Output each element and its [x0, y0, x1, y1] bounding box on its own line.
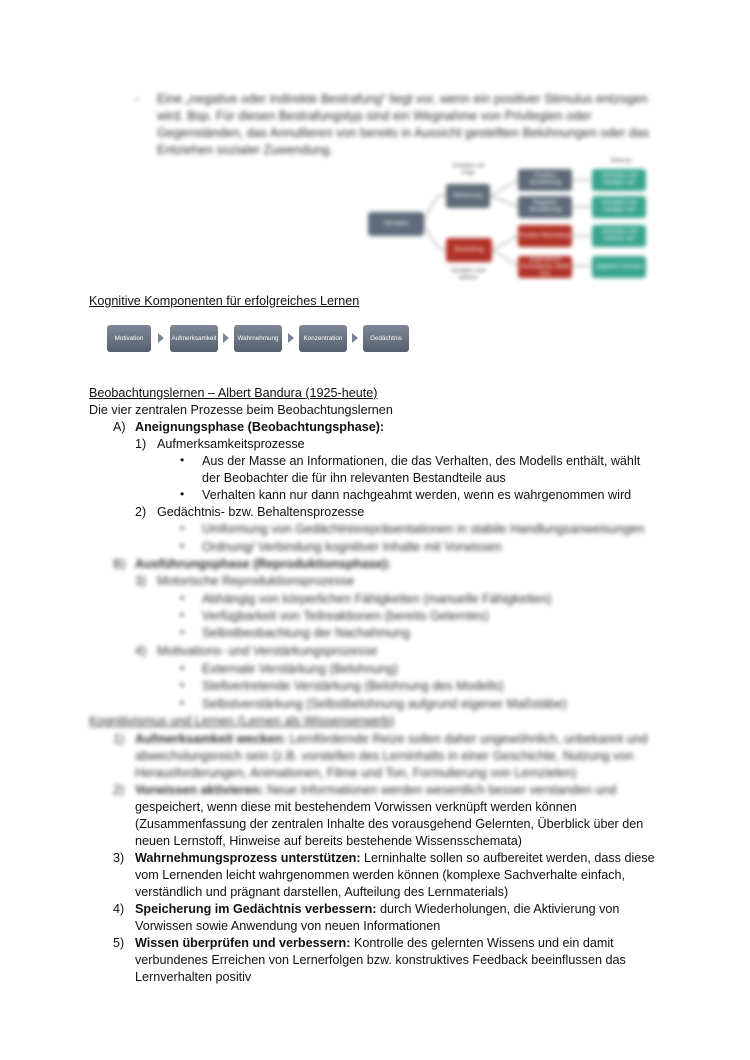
bandura-intro: Die vier zentralen Prozesse beim Beobachtungslernen	[89, 403, 393, 417]
chain-step: Motivation	[107, 325, 151, 352]
cognitive-heading: Kognitive Komponenten für erfolgreiches Lernen	[89, 294, 360, 308]
dash-bullet: -	[135, 92, 140, 106]
chain-step: Wahrnehmung	[234, 325, 282, 352]
item-line: verbundenes Erreichen von Lernerfolgen bzw. konstruktives Feedback beeinflussen das	[135, 953, 626, 967]
arrow-right-icon	[223, 333, 229, 343]
diagram-box: Verhalten tritt seltener auf	[592, 225, 646, 247]
diagram-reward-box: Belohnung	[446, 184, 490, 208]
item-line: Herausforderungen, Animationen, Filme und Ton, Formulierung von Lernzielen)	[135, 766, 577, 780]
list-marker: 1)	[113, 732, 125, 746]
chain-step: Aufmerksamkeit	[170, 325, 218, 352]
bullet-icon: •	[180, 625, 185, 639]
process-title: Gedächtnis- bzw. Behaltensprozesse	[157, 505, 365, 519]
bullet-text: Ordnung/ Verbindung kognitiver Inhalte mit Vorwissen	[202, 540, 502, 554]
diagram-box: Verhalten tritt häufiger auf	[592, 169, 646, 191]
list-marker: A)	[113, 420, 126, 434]
bullet-icon: •	[180, 591, 185, 605]
bullet-text: Verfügbarkeit von Teilreaktionen (bereits Gelerntes)	[202, 609, 489, 623]
label-line: Verhalten wird	[450, 268, 486, 274]
item-line: (Zusammenfassung der zentralen Inhalte des vorausgehend Gelernten, Überblick über den	[135, 817, 644, 831]
item-text: durch Wiederholungen, die Aktivierung von	[379, 902, 620, 916]
paragraph-line: wird. Bsp. Für diesen Bestrafungstyp sind ein Wegnahme von Privilegien oder	[157, 109, 592, 123]
list-marker: 4)	[135, 644, 147, 658]
diagram-top-label	[443, 163, 493, 177]
item-text: Neue Informationen werden wesentlich besser verstanden und	[267, 783, 617, 797]
bullet-text: Aus der Masse an Informationen, die das Verhalten, des Modells enthält, wählt	[202, 454, 641, 468]
bullet-text: Externale Verstärkung (Belohnung)	[202, 662, 399, 676]
bullet-text: Selbstverstärkung (Selbstbelohnung aufgrund eigener Maßstäbe)	[202, 697, 567, 711]
item-bold: Wahrnehmungsprozess unterstützen:	[135, 851, 361, 865]
chain-step: Gedächtnis	[363, 325, 409, 352]
list-marker: 2)	[113, 783, 125, 797]
diagram-root-box: Verhalten	[368, 212, 424, 236]
item-bold: Aufmerksamkeit wecken:	[135, 732, 287, 746]
paragraph-line: Gegenständen, das Annullieren von bereits in Aussicht gestellten Belohnungen oder das	[157, 126, 650, 140]
arrow-right-icon	[288, 333, 294, 343]
list-marker: B)	[113, 557, 126, 571]
label-line: Verhalten mit	[451, 163, 485, 169]
paragraph-line: Eine „negative oder indirekte Bestrafung“ liegt vor, wenn ein positiver Stimulus entzogen	[157, 92, 648, 106]
item-line	[135, 850, 660, 867]
bullet-icon: •	[180, 453, 185, 467]
item-line: vom Lernenden leicht wahrgenommen werden können (komplexe Sachverhalte einfach,	[135, 868, 626, 882]
item-bold: Wissen überprüfen und verbessern:	[135, 936, 351, 950]
bullet-text: Abhängig von körperlichen Fähigkeiten (manuelle Fähigkeiten)	[202, 592, 552, 606]
list-marker: 3)	[135, 574, 147, 588]
item-line: Vorwissen sowie Anwendung von neuen Informationen	[135, 919, 441, 933]
list-marker: 3)	[113, 851, 125, 865]
item-bold: Vorwissen aktivieren:	[135, 783, 264, 797]
bandura-heading: Beobachtungslernen – Albert Bandura (1925-heute)	[89, 386, 378, 400]
item-line: neuen Lernstoff, Hinweise auf bereits bestehende Wissensschemata)	[135, 834, 522, 848]
item-bold: Speicherung im Gedächtnis verbessern:	[135, 902, 377, 916]
process-title: Motorische Reproduktionsprozesse	[157, 574, 355, 588]
bullet-icon: •	[180, 487, 185, 501]
label-line: seltener	[458, 275, 478, 281]
diagram-box: Verhalten tritt häufiger auf	[592, 196, 646, 218]
phase-title: Aneignungsphase (Beobachtungsphase):	[135, 420, 385, 434]
diagram-box: angenehme Konsequenz bleibt aus	[518, 256, 572, 278]
bullet-icon: •	[180, 678, 185, 692]
process-title: Motivations- und Verstärkungsprozesse	[157, 644, 378, 658]
bullet-icon: •	[180, 661, 185, 675]
item-line	[135, 731, 660, 748]
arrow-right-icon	[158, 333, 164, 343]
chain-step: Konzentration	[299, 325, 347, 352]
item-line	[135, 901, 660, 918]
paragraph-line: Entziehen sozialer Zuwendung.	[157, 143, 333, 157]
list-marker: 4)	[113, 902, 125, 916]
bullet-text: Stellvertretende Verstärkung (Belohnung des Modells)	[202, 679, 504, 693]
item-line: verständlich und prägnant darstellen, Aufteilung des Lernmaterials)	[135, 885, 509, 899]
bullet-text: Selbstbeobachtung der Nachahmung	[202, 626, 410, 640]
item-text: Kontrolle des gelernten Wissens und ein damit	[353, 936, 614, 950]
bullet-icon: •	[180, 539, 185, 553]
bullet-text: Verhalten kann nur dann nachgeahmt werden, wenn es wahrgenommen wird	[202, 488, 632, 502]
bullet-icon: •	[180, 521, 185, 535]
diagram-right-label: Wirkung	[610, 158, 632, 164]
item-line: gespeichert, wenn diese mit bestehendem Vorwissen verknüpft werden können	[135, 800, 577, 814]
diagram-box: Positive Bestrafung	[518, 225, 572, 247]
diagram-connectors	[0, 0, 750, 300]
bullet-icon: •	[180, 608, 185, 622]
list-marker: 2)	[135, 505, 147, 519]
diagram-box: abgeben müssen	[592, 256, 646, 278]
item-line: abwechslungsreich sein (z.B. vorstellen des Lerninhalts in einer Geschichte, Nutzung von	[135, 749, 634, 763]
diagram-box: Positive Verstärkung	[518, 169, 572, 191]
phase-title: Ausführungsphase (Reproduktionsphase):	[135, 557, 392, 571]
kognitivismus-heading: Kognitivismus und Lernen (Lernen als Wissenserwerb)	[89, 714, 395, 728]
arrow-right-icon	[352, 333, 358, 343]
item-text: Lernfördernde Reize sollen daher ungewöhnlich, unbekannt und	[289, 732, 648, 746]
diagram-punishment-box: Bestrafung	[446, 238, 492, 262]
item-text: Lerninhalte sollen so aufbereitet werden, dass diese	[364, 851, 655, 865]
item-line: Lernverhalten positiv	[135, 970, 252, 984]
list-marker: 5)	[113, 936, 125, 950]
process-title: Aufmerksamkeitsprozesse	[157, 437, 305, 451]
diagram-bottom-label	[443, 268, 493, 282]
bullet-text: Umformung von Gedächtnisrepräsentationen in stabile Handlungsanweisungen	[202, 522, 645, 536]
bullet-text: der Beobachter die für ihn relevanten Bestandteile aus	[202, 471, 506, 485]
label-line: Folge	[461, 170, 475, 176]
diagram-box: Negative Verstärkung	[518, 196, 572, 218]
bullet-icon: •	[180, 696, 185, 710]
item-line	[135, 935, 660, 952]
item-line	[135, 782, 660, 799]
list-marker: 1)	[135, 437, 147, 451]
